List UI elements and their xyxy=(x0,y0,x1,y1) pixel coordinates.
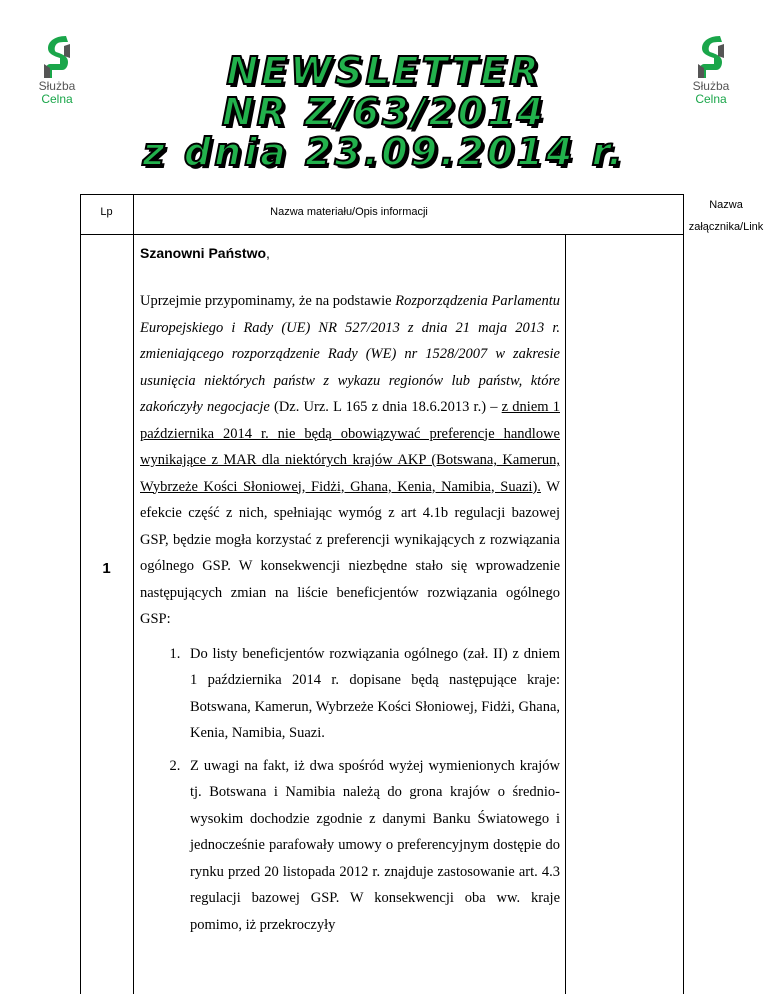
table-border-left xyxy=(80,194,81,994)
logo-line1: Służba xyxy=(692,79,730,93)
greeting xyxy=(140,240,560,266)
row-number: 1 xyxy=(102,560,111,577)
column-header-attachment-line2: załącznika/Link xyxy=(688,221,764,233)
p1-reference: (Dz. Urz. L 165 z dnia 18.6.2013 r.) – xyxy=(269,399,502,415)
headline-line3: z dnia 23.09.2014 r. xyxy=(142,130,626,174)
row-content xyxy=(140,240,560,944)
logo-line2: Celna xyxy=(695,92,727,106)
p1-regulation-title: Rozporządzenia Parlamentu Europejskiego i Rady (UE) NR 527/2013 z dnia 21 maja 2013 r. zmieniającego rozporządzenie Rady (WE) nr 1528/2007 w zakresie usunięcia niektórych państw z wykazu regionów lub państw, które zakończyły negocjacje xyxy=(140,293,561,415)
p1-intro: Uprzejmie przypominamy, że na podstawie xyxy=(140,293,396,309)
greeting-bold: Szanowni Państwo xyxy=(140,245,267,261)
column-header-attachment-line1: Nazwa xyxy=(709,199,743,211)
table-header-divider xyxy=(80,234,684,235)
paragraph-1 xyxy=(140,288,560,633)
table-col-divider-2 xyxy=(565,234,566,994)
list-item: 1. Do listy beneficjentów rozwiązania ogólnego (zał. II) z dniem 1 października 2014 r. dopisane będą następujące kraje: Botswana, Kamerun, Wybrzeże Kości Słoniowej, Fidżi, Ghana, Kenia, Namibia, Suazi. xyxy=(184,641,560,747)
column-header-name: Nazwa materiału/Opis informacji xyxy=(270,206,428,218)
greeting-tail: , xyxy=(266,245,270,261)
changes-list xyxy=(140,641,560,939)
table-border-top xyxy=(80,194,684,195)
p1-conclusion: W efekcie część z nich, spełniając wymóg z art 4.1b regulacji bazowej GSP, będzie mogła korzystać z preferencji wynikających z rozwiązania ogólnego GSP. W konsekwencji niezbędne stało się wprowadzenie następujących zmian na liście beneficjentów rozwiązania ogólnego GSP: xyxy=(140,478,560,627)
logo-line2: Celna xyxy=(41,92,73,106)
column-header-attachment xyxy=(684,194,768,238)
headline-line2: NR Z/63/2014 xyxy=(221,90,547,134)
logo-line1: Służba xyxy=(38,79,76,93)
table-border-right xyxy=(683,194,684,994)
headline-line1: NEWSLETTER xyxy=(226,49,542,93)
column-header-lp: Lp xyxy=(100,206,113,218)
list-item: 2. Z uwagi na fakt, iż dwa spośród wyżej wymienionych krajów tj. Botswana i Namibia należą do grona krajów o średnio-wysokim dochodzie zgodnie z danymi Banku Światowego i jednocześnie parafowały umowy o preferencyjnym dostępie do rynku przed 20 listopada 2012 r. znajduje zastosowanie art. 4.3 regulacji bazowej GSP. W konsekwencji oba ww. kraje pomimo, iż przekroczyły xyxy=(184,753,560,939)
table-col-divider-1 xyxy=(133,194,134,994)
p1-key-notice: z dniem 1 października 2014 r. nie będą obowiązywać preferencje handlowe wynikające z MAR dla niektórych krajów AKP (Botswana, Kamerun, Wybrzeże Kości Słoniowej, Fidżi, Ghana, Kenia, Namibia, Suazi). xyxy=(140,399,560,495)
